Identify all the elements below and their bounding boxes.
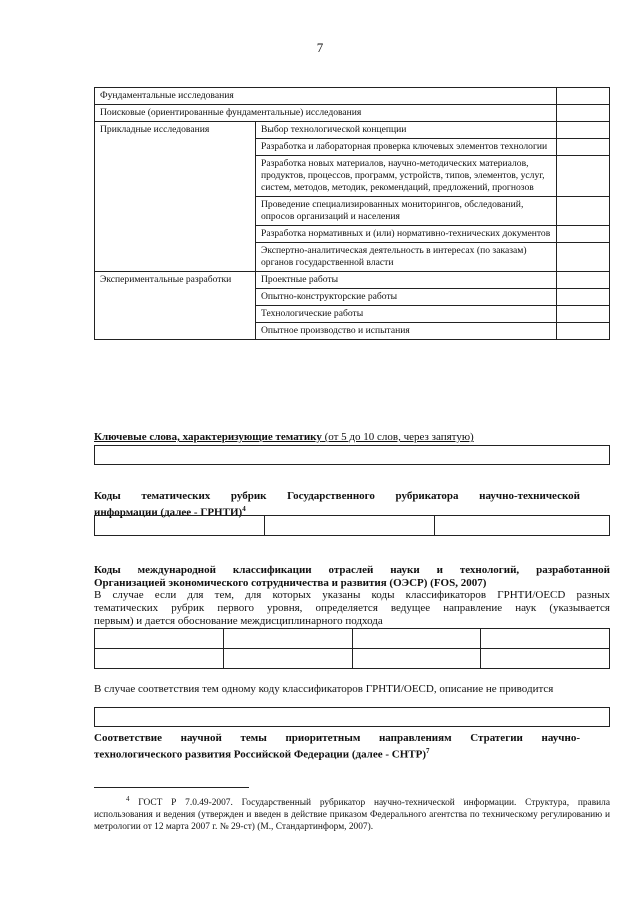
interdisciplinary-justification-field[interactable] <box>94 707 610 727</box>
sntr-heading-line: Соответствие научной темы приоритетным направлениям Стратегии научно- <box>94 732 580 744</box>
table-cell: Экспертно-аналитическая деятельность в интересах (по заказам) органов государственной власти <box>256 243 557 272</box>
grnti-code-cell[interactable] <box>95 516 265 536</box>
table-cell: Опытно-конструкторские работы <box>256 289 557 306</box>
oecd-code-cell[interactable] <box>95 629 224 649</box>
oecd-code-cell[interactable] <box>223 649 352 669</box>
research-type-table <box>94 87 610 340</box>
keywords-field[interactable] <box>94 445 610 465</box>
checkbox-cell[interactable] <box>557 226 610 243</box>
table-cell: Фундаментальные исследования <box>95 88 557 105</box>
page-number: 7 <box>316 40 324 55</box>
grnti-heading-line: Коды тематических рубрик Государственного рубрикатора научно-технической <box>94 490 580 502</box>
table-cell: Технологические работы <box>256 306 557 323</box>
table-cell: Проектные работы <box>256 272 557 289</box>
oecd-code-cell[interactable] <box>481 629 610 649</box>
oecd-heading-line2: Организацией экономического сотрудничества и развития (ОЭСР) (FOS, 2007) <box>94 577 487 589</box>
table-cell: Проведение специализированных мониторингов, обследований, опросов организаций и населения <box>256 197 557 226</box>
checkbox-cell[interactable] <box>557 122 610 139</box>
table-cell: Поисковые (ориентированные фундаментальные) исследования <box>95 105 557 122</box>
table-row <box>95 272 610 289</box>
oecd-code-cell[interactable] <box>352 629 481 649</box>
sntr-heading-line2: технологического развития Российской Федерации (далее - СНТР)$^7$ <box>94 747 430 761</box>
grnti-code-cell[interactable] <box>264 516 434 536</box>
checkbox-cell[interactable] <box>557 156 610 197</box>
table-cell: Опытное производство и испытания <box>256 323 557 340</box>
checkbox-cell[interactable] <box>557 289 610 306</box>
table-cell: Прикладные исследования <box>95 122 256 272</box>
oecd-codes-table <box>94 628 610 669</box>
table-cell: Разработка нормативных и (или) нормативно-технических документов <box>256 226 557 243</box>
checkbox-cell[interactable] <box>557 243 610 272</box>
checkbox-cell[interactable] <box>557 105 610 122</box>
table-cell: Разработка и лабораторная проверка ключевых элементов технологии <box>256 139 557 156</box>
single-code-note: В случае соответствия тем одному коду классификаторов ГРНТИ/OECD, описание не приводится <box>94 683 554 695</box>
checkbox-cell[interactable] <box>557 139 610 156</box>
oecd-heading-line: Коды международной классификации отраслей науки и технологий, разработанной <box>94 564 610 576</box>
footnote: $^4$ ГОСТ Р 7.0.49-2007. Государственный рубрикатор научно-технической информации. Структура, правила использования и ведения (утвержден и введен в действие приказом Федерального агентства по техническому регулированию и метрологии от 12 марта 2007 г. № 29-ст) (М., Стандартинформ, 2007). <box>94 795 610 833</box>
checkbox-cell[interactable] <box>557 272 610 289</box>
oecd-code-cell[interactable] <box>481 649 610 669</box>
grnti-codes-table <box>94 515 610 536</box>
oecd-code-cell[interactable] <box>95 649 224 669</box>
table-cell: Экспериментальные разработки <box>95 272 256 340</box>
checkbox-cell[interactable] <box>557 306 610 323</box>
oecd-code-cell[interactable] <box>223 629 352 649</box>
table-row <box>95 105 610 122</box>
checkbox-cell[interactable] <box>557 197 610 226</box>
checkbox-cell[interactable] <box>557 323 610 340</box>
grnti-heading-line2: информации (далее - ГРНТИ)$^4$ <box>94 505 246 519</box>
oecd-paragraph-line: В случае если для тем, для которых указаны коды классификаторов ГРНТИ/OECD разных <box>94 589 610 601</box>
table-row <box>95 122 610 139</box>
footnote-divider <box>94 787 249 788</box>
table-cell: Разработка новых материалов, научно-методических материалов, продуктов, процессов, программ, устройств, типов, элементов, услуг, систем, методов, методик, рекомендаций, предложений, прогнозов <box>256 156 557 197</box>
oecd-paragraph-line: первым) и дается обоснование междисциплинарного подхода <box>94 615 383 627</box>
oecd-paragraph-line: тематических рубрик первого уровня, определяется ведущее направление наук (указывается <box>94 602 610 614</box>
oecd-code-cell[interactable] <box>352 649 481 669</box>
grnti-code-cell[interactable] <box>434 516 609 536</box>
checkbox-cell[interactable] <box>557 88 610 105</box>
table-cell: Выбор технологической концепции <box>256 122 557 139</box>
keywords-label: Ключевые слова, характеризующие тематику (от 5 до 10 слов, через запятую) <box>94 431 474 443</box>
table-row <box>95 88 610 105</box>
